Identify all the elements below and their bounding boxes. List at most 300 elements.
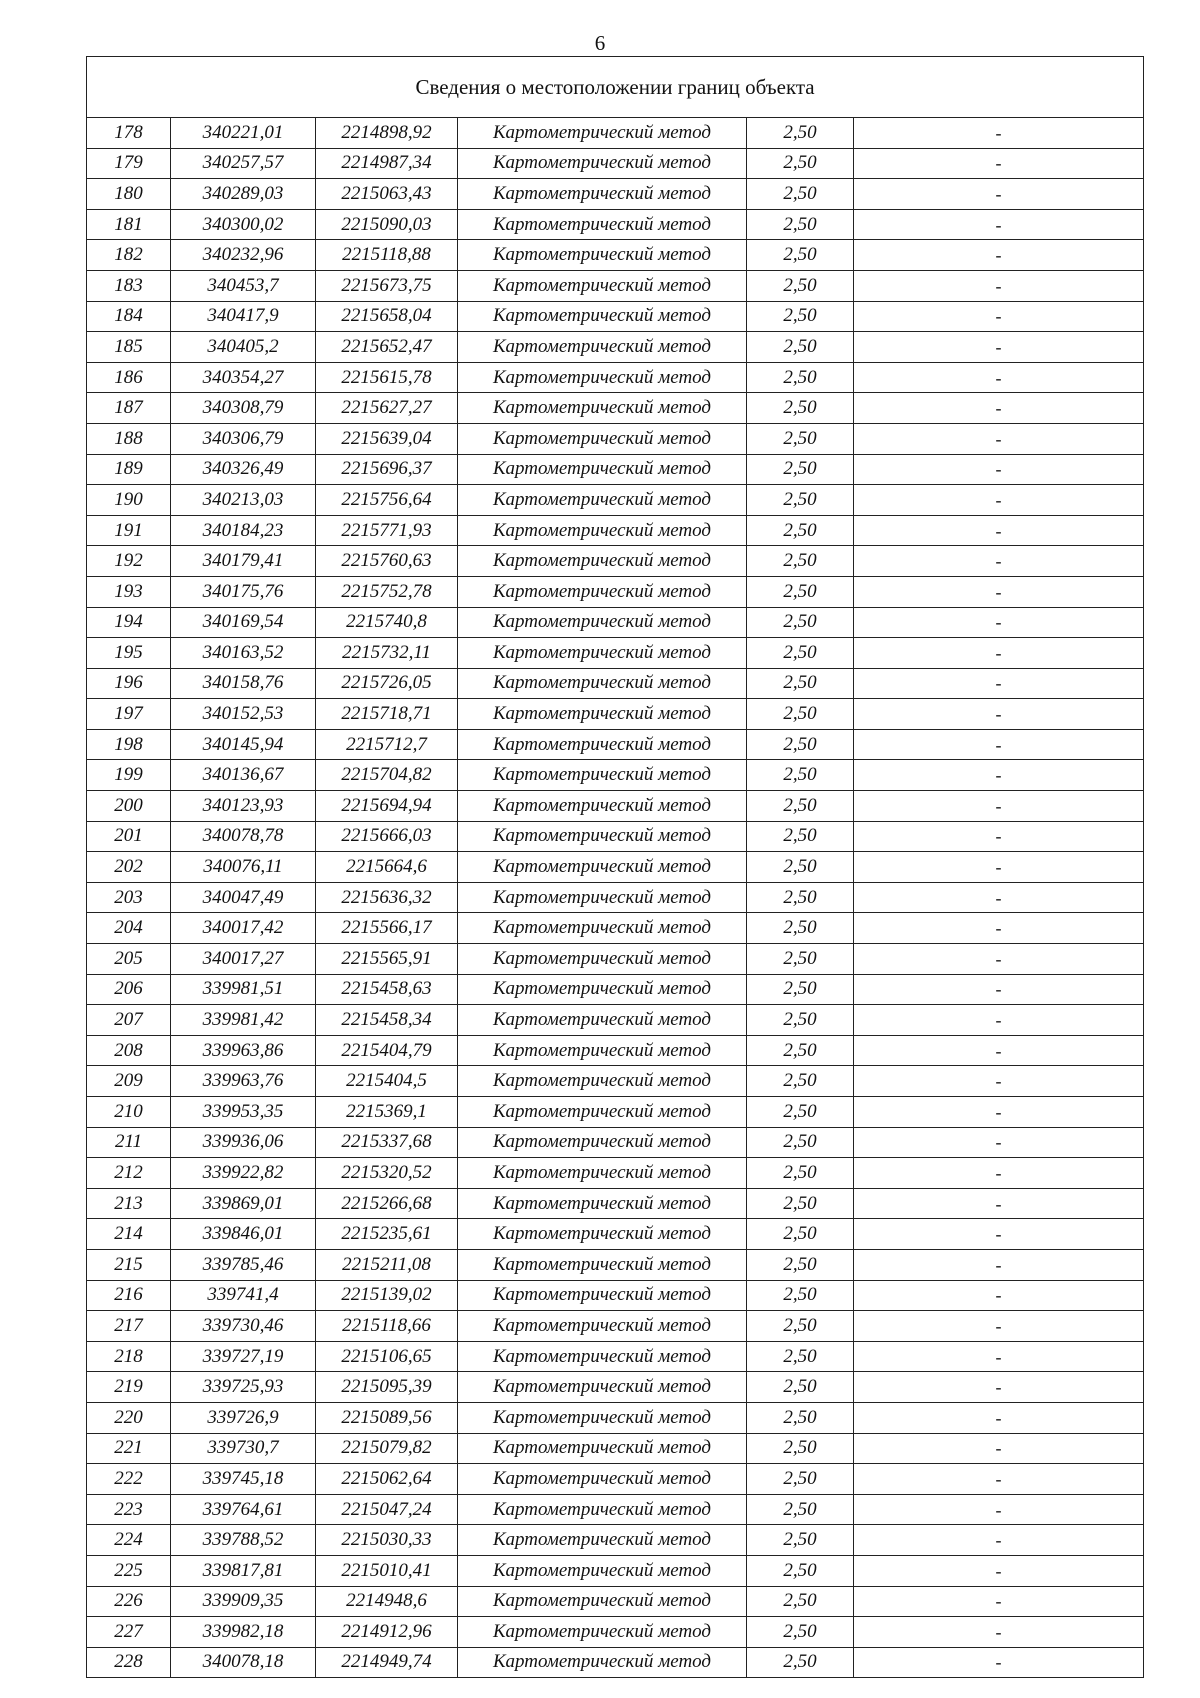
method-cell: Картометрический метод <box>458 393 747 424</box>
accuracy-cell: 2,50 <box>747 179 854 210</box>
accuracy-cell: 2,50 <box>747 944 854 975</box>
x-coordinate-cell: 340152,53 <box>171 699 316 730</box>
table-row <box>87 332 1144 363</box>
description-cell: - <box>854 118 1144 149</box>
table-title: Сведения о местоположении границ объекта <box>87 57 1144 118</box>
point-number-cell: 201 <box>87 821 171 852</box>
y-coordinate-cell: 2215740,8 <box>316 607 458 638</box>
method-cell: Картометрический метод <box>458 1617 747 1648</box>
table-row <box>87 1464 1144 1495</box>
accuracy-cell: 2,50 <box>747 301 854 332</box>
x-coordinate-cell: 340145,94 <box>171 729 316 760</box>
description-cell: - <box>854 1555 1144 1586</box>
method-cell: Картометрический метод <box>458 1555 747 1586</box>
description-cell: - <box>854 607 1144 638</box>
accuracy-cell: 2,50 <box>747 209 854 240</box>
table-row <box>87 1494 1144 1525</box>
method-cell: Картометрический метод <box>458 1494 747 1525</box>
accuracy-cell: 2,50 <box>747 974 854 1005</box>
point-number-cell: 206 <box>87 974 171 1005</box>
y-coordinate-cell: 2215118,66 <box>316 1311 458 1342</box>
accuracy-cell: 2,50 <box>747 1586 854 1617</box>
accuracy-cell: 2,50 <box>747 118 854 149</box>
accuracy-cell: 2,50 <box>747 1402 854 1433</box>
y-coordinate-cell: 2215756,64 <box>316 485 458 516</box>
x-coordinate-cell: 339981,51 <box>171 974 316 1005</box>
x-coordinate-cell: 339730,46 <box>171 1311 316 1342</box>
description-cell: - <box>854 852 1144 883</box>
point-number-cell: 214 <box>87 1219 171 1250</box>
point-number-cell: 218 <box>87 1341 171 1372</box>
point-number-cell: 222 <box>87 1464 171 1495</box>
method-cell: Картометрический метод <box>458 852 747 883</box>
description-cell: - <box>854 668 1144 699</box>
method-cell: Картометрический метод <box>458 270 747 301</box>
point-number-cell: 189 <box>87 454 171 485</box>
point-number-cell: 186 <box>87 362 171 393</box>
description-cell: - <box>854 1311 1144 1342</box>
y-coordinate-cell: 2215118,88 <box>316 240 458 271</box>
method-cell: Картометрический метод <box>458 332 747 363</box>
accuracy-cell: 2,50 <box>747 699 854 730</box>
description-cell: - <box>854 362 1144 393</box>
description-cell: - <box>854 1464 1144 1495</box>
y-coordinate-cell: 2215658,04 <box>316 301 458 332</box>
method-cell: Картометрический метод <box>458 1402 747 1433</box>
method-cell: Картометрический метод <box>458 179 747 210</box>
accuracy-cell: 2,50 <box>747 485 854 516</box>
x-coordinate-cell: 339909,35 <box>171 1586 316 1617</box>
x-coordinate-cell: 339727,19 <box>171 1341 316 1372</box>
method-cell: Картометрический метод <box>458 638 747 669</box>
table-row <box>87 1249 1144 1280</box>
point-number-cell: 203 <box>87 882 171 913</box>
y-coordinate-cell: 2215760,63 <box>316 546 458 577</box>
y-coordinate-cell: 2215404,79 <box>316 1035 458 1066</box>
x-coordinate-cell: 340179,41 <box>171 546 316 577</box>
point-number-cell: 194 <box>87 607 171 638</box>
table-row <box>87 1433 1144 1464</box>
y-coordinate-cell: 2214912,96 <box>316 1617 458 1648</box>
table-row <box>87 301 1144 332</box>
y-coordinate-cell: 2215079,82 <box>316 1433 458 1464</box>
method-cell: Картометрический метод <box>458 1586 747 1617</box>
x-coordinate-cell: 339963,86 <box>171 1035 316 1066</box>
accuracy-cell: 2,50 <box>747 1127 854 1158</box>
accuracy-cell: 2,50 <box>747 1280 854 1311</box>
method-cell: Картометрический метод <box>458 240 747 271</box>
table-row <box>87 1035 1144 1066</box>
point-number-cell: 178 <box>87 118 171 149</box>
table-title-row <box>87 57 1144 118</box>
description-cell: - <box>854 546 1144 577</box>
y-coordinate-cell: 2215337,68 <box>316 1127 458 1158</box>
method-cell: Картометрический метод <box>458 118 747 149</box>
method-cell: Картометрический метод <box>458 699 747 730</box>
description-cell: - <box>854 1341 1144 1372</box>
y-coordinate-cell: 2215726,05 <box>316 668 458 699</box>
point-number-cell: 188 <box>87 423 171 454</box>
accuracy-cell: 2,50 <box>747 913 854 944</box>
x-coordinate-cell: 339982,18 <box>171 1617 316 1648</box>
x-coordinate-cell: 340078,18 <box>171 1647 316 1678</box>
table-row <box>87 791 1144 822</box>
x-coordinate-cell: 340221,01 <box>171 118 316 149</box>
table-row <box>87 1555 1144 1586</box>
x-coordinate-cell: 340417,9 <box>171 301 316 332</box>
accuracy-cell: 2,50 <box>747 821 854 852</box>
table-row <box>87 607 1144 638</box>
description-cell: - <box>854 1372 1144 1403</box>
description-cell: - <box>854 1494 1144 1525</box>
method-cell: Картометрический метод <box>458 1341 747 1372</box>
accuracy-cell: 2,50 <box>747 148 854 179</box>
description-cell: - <box>854 240 1144 271</box>
method-cell: Картометрический метод <box>458 1372 747 1403</box>
point-number-cell: 198 <box>87 729 171 760</box>
accuracy-cell: 2,50 <box>747 393 854 424</box>
description-cell: - <box>854 332 1144 363</box>
description-cell: - <box>854 1617 1144 1648</box>
table-row <box>87 974 1144 1005</box>
y-coordinate-cell: 2215211,08 <box>316 1249 458 1280</box>
description-cell: - <box>854 515 1144 546</box>
table-row <box>87 913 1144 944</box>
y-coordinate-cell: 2215235,61 <box>316 1219 458 1250</box>
table-row <box>87 699 1144 730</box>
point-number-cell: 191 <box>87 515 171 546</box>
method-cell: Картометрический метод <box>458 362 747 393</box>
x-coordinate-cell: 339730,7 <box>171 1433 316 1464</box>
description-cell: - <box>854 882 1144 913</box>
x-coordinate-cell: 340306,79 <box>171 423 316 454</box>
method-cell: Картометрический метод <box>458 485 747 516</box>
accuracy-cell: 2,50 <box>747 1372 854 1403</box>
y-coordinate-cell: 2215732,11 <box>316 638 458 669</box>
accuracy-cell: 2,50 <box>747 1311 854 1342</box>
table-row <box>87 393 1144 424</box>
point-number-cell: 185 <box>87 332 171 363</box>
accuracy-cell: 2,50 <box>747 515 854 546</box>
method-cell: Картометрический метод <box>458 1005 747 1036</box>
x-coordinate-cell: 340123,93 <box>171 791 316 822</box>
x-coordinate-cell: 339846,01 <box>171 1219 316 1250</box>
table-row <box>87 1005 1144 1036</box>
x-coordinate-cell: 340405,2 <box>171 332 316 363</box>
description-cell: - <box>854 1188 1144 1219</box>
table-row <box>87 1647 1144 1678</box>
method-cell: Картометрический метод <box>458 1311 747 1342</box>
x-coordinate-cell: 340136,67 <box>171 760 316 791</box>
point-number-cell: 207 <box>87 1005 171 1036</box>
x-coordinate-cell: 340175,76 <box>171 576 316 607</box>
x-coordinate-cell: 340017,27 <box>171 944 316 975</box>
table-row <box>87 1188 1144 1219</box>
accuracy-cell: 2,50 <box>747 1341 854 1372</box>
y-coordinate-cell: 2215565,91 <box>316 944 458 975</box>
x-coordinate-cell: 339817,81 <box>171 1555 316 1586</box>
point-number-cell: 187 <box>87 393 171 424</box>
point-number-cell: 202 <box>87 852 171 883</box>
x-coordinate-cell: 340184,23 <box>171 515 316 546</box>
y-coordinate-cell: 2215752,78 <box>316 576 458 607</box>
description-cell: - <box>854 1127 1144 1158</box>
x-coordinate-cell: 339981,42 <box>171 1005 316 1036</box>
y-coordinate-cell: 2215010,41 <box>316 1555 458 1586</box>
table-row <box>87 1127 1144 1158</box>
y-coordinate-cell: 2215139,02 <box>316 1280 458 1311</box>
table-row <box>87 1280 1144 1311</box>
description-cell: - <box>854 1158 1144 1189</box>
point-number-cell: 228 <box>87 1647 171 1678</box>
description-cell: - <box>854 729 1144 760</box>
table-row <box>87 454 1144 485</box>
y-coordinate-cell: 2215696,37 <box>316 454 458 485</box>
table-row <box>87 1066 1144 1097</box>
method-cell: Картометрический метод <box>458 1035 747 1066</box>
table-row <box>87 760 1144 791</box>
point-number-cell: 224 <box>87 1525 171 1556</box>
y-coordinate-cell: 2215666,03 <box>316 821 458 852</box>
description-cell: - <box>854 485 1144 516</box>
accuracy-cell: 2,50 <box>747 1035 854 1066</box>
description-cell: - <box>854 791 1144 822</box>
accuracy-cell: 2,50 <box>747 240 854 271</box>
table-row <box>87 1341 1144 1372</box>
point-number-cell: 199 <box>87 760 171 791</box>
table-row <box>87 423 1144 454</box>
y-coordinate-cell: 2214987,34 <box>316 148 458 179</box>
method-cell: Картометрический метод <box>458 607 747 638</box>
method-cell: Картометрический метод <box>458 515 747 546</box>
method-cell: Картометрический метод <box>458 791 747 822</box>
description-cell: - <box>854 454 1144 485</box>
y-coordinate-cell: 2215458,34 <box>316 1005 458 1036</box>
y-coordinate-cell: 2215369,1 <box>316 1097 458 1128</box>
accuracy-cell: 2,50 <box>747 1647 854 1678</box>
point-number-cell: 182 <box>87 240 171 271</box>
x-coordinate-cell: 340232,96 <box>171 240 316 271</box>
table-row <box>87 668 1144 699</box>
y-coordinate-cell: 2215664,6 <box>316 852 458 883</box>
table-row <box>87 729 1144 760</box>
description-cell: - <box>854 393 1144 424</box>
point-number-cell: 212 <box>87 1158 171 1189</box>
x-coordinate-cell: 340213,03 <box>171 485 316 516</box>
method-cell: Картометрический метод <box>458 546 747 577</box>
y-coordinate-cell: 2215712,7 <box>316 729 458 760</box>
method-cell: Картометрический метод <box>458 821 747 852</box>
accuracy-cell: 2,50 <box>747 1433 854 1464</box>
method-cell: Картометрический метод <box>458 148 747 179</box>
accuracy-cell: 2,50 <box>747 1097 854 1128</box>
table-row <box>87 362 1144 393</box>
y-coordinate-cell: 2215704,82 <box>316 760 458 791</box>
x-coordinate-cell: 339741,4 <box>171 1280 316 1311</box>
point-number-cell: 211 <box>87 1127 171 1158</box>
description-cell: - <box>854 423 1144 454</box>
table-row <box>87 821 1144 852</box>
y-coordinate-cell: 2215636,32 <box>316 882 458 913</box>
accuracy-cell: 2,50 <box>747 546 854 577</box>
description-cell: - <box>854 974 1144 1005</box>
accuracy-cell: 2,50 <box>747 882 854 913</box>
description-cell: - <box>854 944 1144 975</box>
description-cell: - <box>854 179 1144 210</box>
point-number-cell: 204 <box>87 913 171 944</box>
method-cell: Картометрический метод <box>458 423 747 454</box>
point-number-cell: 196 <box>87 668 171 699</box>
accuracy-cell: 2,50 <box>747 791 854 822</box>
description-cell: - <box>854 1525 1144 1556</box>
x-coordinate-cell: 340453,7 <box>171 270 316 301</box>
method-cell: Картометрический метод <box>458 1647 747 1678</box>
description-cell: - <box>854 821 1144 852</box>
point-number-cell: 219 <box>87 1372 171 1403</box>
description-cell: - <box>854 699 1144 730</box>
x-coordinate-cell: 339788,52 <box>171 1525 316 1556</box>
point-number-cell: 193 <box>87 576 171 607</box>
y-coordinate-cell: 2215673,75 <box>316 270 458 301</box>
point-number-cell: 221 <box>87 1433 171 1464</box>
accuracy-cell: 2,50 <box>747 638 854 669</box>
point-number-cell: 227 <box>87 1617 171 1648</box>
method-cell: Картометрический метод <box>458 454 747 485</box>
point-number-cell: 223 <box>87 1494 171 1525</box>
y-coordinate-cell: 2215106,65 <box>316 1341 458 1372</box>
y-coordinate-cell: 2214898,92 <box>316 118 458 149</box>
table-row <box>87 546 1144 577</box>
point-number-cell: 209 <box>87 1066 171 1097</box>
method-cell: Картометрический метод <box>458 1464 747 1495</box>
y-coordinate-cell: 2215320,52 <box>316 1158 458 1189</box>
boundary-coordinates-table <box>86 56 1144 1678</box>
method-cell: Картометрический метод <box>458 1066 747 1097</box>
x-coordinate-cell: 339936,06 <box>171 1127 316 1158</box>
table-row <box>87 485 1144 516</box>
table-row <box>87 1525 1144 1556</box>
point-number-cell: 200 <box>87 791 171 822</box>
accuracy-cell: 2,50 <box>747 576 854 607</box>
method-cell: Картометрический метод <box>458 301 747 332</box>
point-number-cell: 208 <box>87 1035 171 1066</box>
table-row <box>87 1311 1144 1342</box>
x-coordinate-cell: 339726,9 <box>171 1402 316 1433</box>
accuracy-cell: 2,50 <box>747 454 854 485</box>
description-cell: - <box>854 270 1144 301</box>
point-number-cell: 181 <box>87 209 171 240</box>
y-coordinate-cell: 2215639,04 <box>316 423 458 454</box>
accuracy-cell: 2,50 <box>747 760 854 791</box>
y-coordinate-cell: 2215718,71 <box>316 699 458 730</box>
description-cell: - <box>854 913 1144 944</box>
table-row <box>87 944 1144 975</box>
point-number-cell: 210 <box>87 1097 171 1128</box>
accuracy-cell: 2,50 <box>747 1158 854 1189</box>
point-number-cell: 180 <box>87 179 171 210</box>
accuracy-cell: 2,50 <box>747 423 854 454</box>
description-cell: - <box>854 1402 1144 1433</box>
table-row <box>87 882 1144 913</box>
y-coordinate-cell: 2215266,68 <box>316 1188 458 1219</box>
accuracy-cell: 2,50 <box>747 362 854 393</box>
method-cell: Картометрический метод <box>458 576 747 607</box>
y-coordinate-cell: 2215089,56 <box>316 1402 458 1433</box>
method-cell: Картометрический метод <box>458 1097 747 1128</box>
x-coordinate-cell: 340354,27 <box>171 362 316 393</box>
accuracy-cell: 2,50 <box>747 1555 854 1586</box>
accuracy-cell: 2,50 <box>747 668 854 699</box>
x-coordinate-cell: 340300,02 <box>171 209 316 240</box>
x-coordinate-cell: 340017,42 <box>171 913 316 944</box>
point-number-cell: 217 <box>87 1311 171 1342</box>
x-coordinate-cell: 339869,01 <box>171 1188 316 1219</box>
table-row <box>87 1402 1144 1433</box>
y-coordinate-cell: 2215458,63 <box>316 974 458 1005</box>
accuracy-cell: 2,50 <box>747 332 854 363</box>
accuracy-cell: 2,50 <box>747 1188 854 1219</box>
x-coordinate-cell: 339953,35 <box>171 1097 316 1128</box>
x-coordinate-cell: 339745,18 <box>171 1464 316 1495</box>
accuracy-cell: 2,50 <box>747 852 854 883</box>
description-cell: - <box>854 1097 1144 1128</box>
description-cell: - <box>854 638 1144 669</box>
accuracy-cell: 2,50 <box>747 1464 854 1495</box>
point-number-cell: 192 <box>87 546 171 577</box>
table-row <box>87 148 1144 179</box>
point-number-cell: 216 <box>87 1280 171 1311</box>
method-cell: Картометрический метод <box>458 760 747 791</box>
method-cell: Картометрический метод <box>458 1280 747 1311</box>
accuracy-cell: 2,50 <box>747 1525 854 1556</box>
x-coordinate-cell: 340169,54 <box>171 607 316 638</box>
page-number: 6 <box>594 31 606 55</box>
point-number-cell: 205 <box>87 944 171 975</box>
y-coordinate-cell: 2215566,17 <box>316 913 458 944</box>
method-cell: Картометрический метод <box>458 209 747 240</box>
description-cell: - <box>854 576 1144 607</box>
point-number-cell: 226 <box>87 1586 171 1617</box>
table-row <box>87 1097 1144 1128</box>
table-row <box>87 1617 1144 1648</box>
x-coordinate-cell: 340047,49 <box>171 882 316 913</box>
x-coordinate-cell: 340078,78 <box>171 821 316 852</box>
method-cell: Картометрический метод <box>458 1158 747 1189</box>
accuracy-cell: 2,50 <box>747 270 854 301</box>
method-cell: Картометрический метод <box>458 913 747 944</box>
method-cell: Картометрический метод <box>458 1525 747 1556</box>
table-row <box>87 1372 1144 1403</box>
y-coordinate-cell: 2215090,03 <box>316 209 458 240</box>
table-row <box>87 240 1144 271</box>
table-row <box>87 209 1144 240</box>
y-coordinate-cell: 2215030,33 <box>316 1525 458 1556</box>
accuracy-cell: 2,50 <box>747 729 854 760</box>
description-cell: - <box>854 148 1144 179</box>
description-cell: - <box>854 1280 1144 1311</box>
method-cell: Картометрический метод <box>458 729 747 760</box>
method-cell: Картометрический метод <box>458 1188 747 1219</box>
description-cell: - <box>854 1066 1144 1097</box>
table-body <box>87 57 1144 1678</box>
x-coordinate-cell: 340076,11 <box>171 852 316 883</box>
x-coordinate-cell: 340289,03 <box>171 179 316 210</box>
x-coordinate-cell: 340308,79 <box>171 393 316 424</box>
x-coordinate-cell: 339785,46 <box>171 1249 316 1280</box>
table-row <box>87 576 1144 607</box>
description-cell: - <box>854 1586 1144 1617</box>
x-coordinate-cell: 339922,82 <box>171 1158 316 1189</box>
